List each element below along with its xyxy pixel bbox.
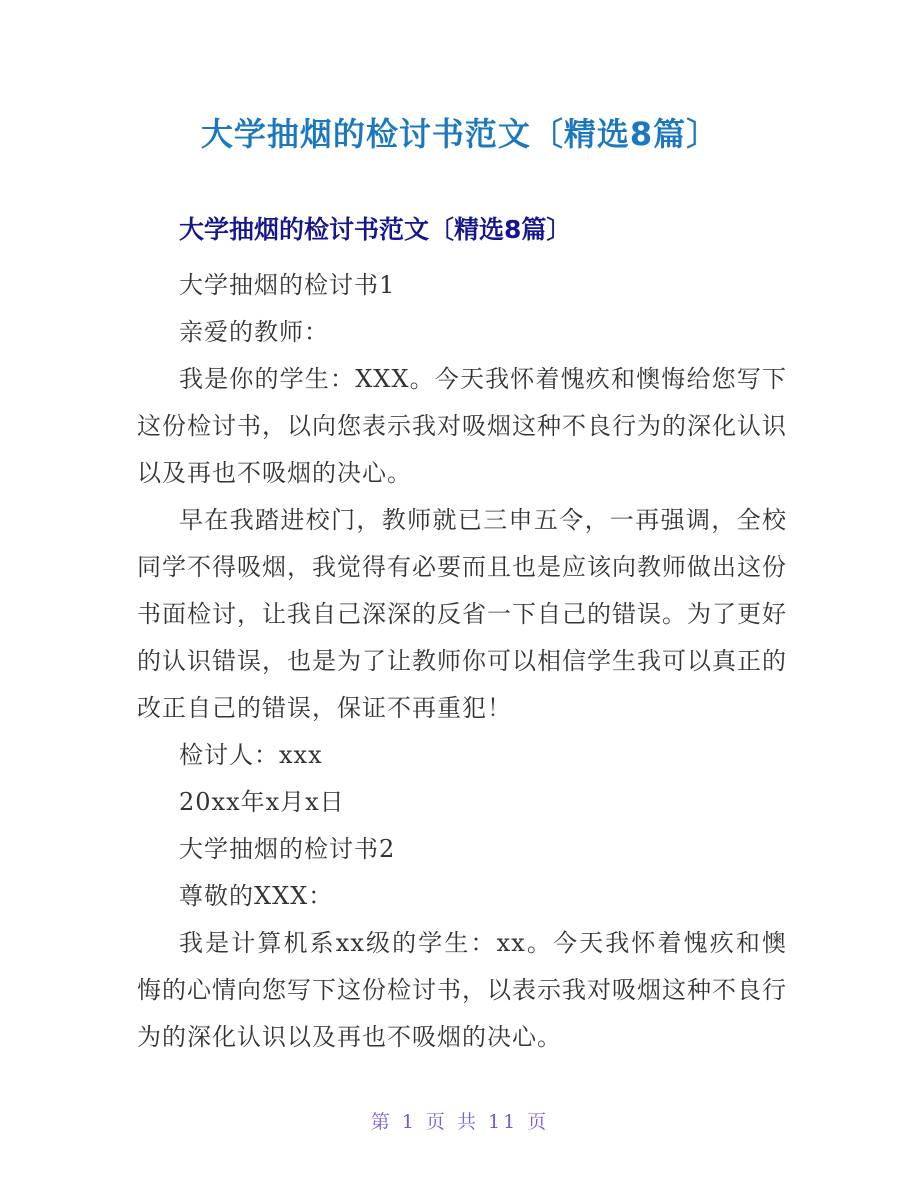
document-body (137, 262, 787, 1061)
body-paragraph: 我是你的学生：XXX。今天我怀着愧疚和懊悔给您写下这份检讨书，以向您表示我对吸烟这种不良行为的深化认识以及再也不吸烟的决心。 (137, 365, 787, 487)
body-paragraph: 20xx年x月x日 (179, 788, 345, 816)
body-paragraph: 我是计算机系xx级的学生：xx。今天我怀着愧疚和懊悔的心情向您写下这份检讨书，以表示我对吸烟这种不良行为的深化认识以及再也不吸烟的决心。 (137, 929, 787, 1051)
page-number-footer: 第 1 页 共 11 页 (370, 1111, 550, 1133)
body-paragraph: 早在我踏进校门，教师就已三申五令，一再强调，全校同学不得吸烟，我觉得有必要而且也是应该向教师做出这份书面检讨，让我自己深深的反省一下自己的错误。为了更好的认识错误，也是为了让教师你可以相信学生我可以真正的改正自己的错误，保证不再重犯！ (137, 506, 787, 722)
document-title: 大学抽烟的检讨书范文〔精选8篇〕 (200, 115, 720, 153)
body-paragraph: 检讨人：xxx (179, 741, 323, 769)
body-paragraph: 大学抽烟的检讨书1 (179, 271, 396, 299)
body-paragraph: 尊敬的XXX： (179, 882, 334, 910)
body-paragraph: 亲爱的教师： (179, 318, 329, 346)
body-paragraph: 大学抽烟的检讨书2 (179, 835, 396, 863)
document-subtitle: 大学抽烟的检讨书范文〔精选8篇〕 (179, 215, 572, 244)
